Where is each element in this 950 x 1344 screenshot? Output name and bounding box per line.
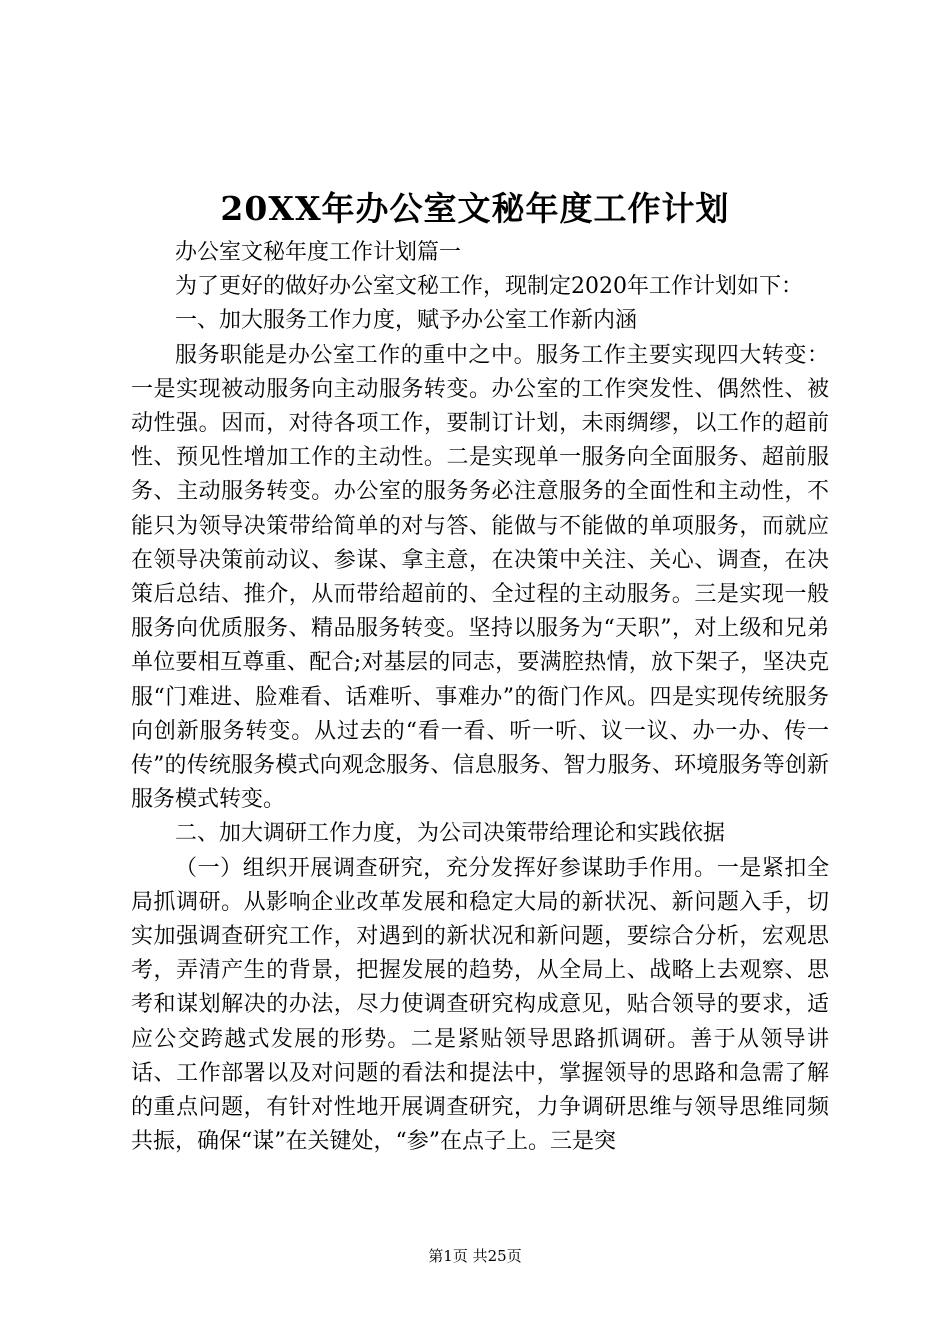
paragraph-heading-one: 一、加大服务工作力度，赋予办公室工作新内涵: [175, 308, 638, 334]
paragraph-research: （一）组织开展调查研究，充分发挥好参谋助手作用。一是紧扣全局抓调研。从影响企业改革发展和稳定大局的新状况、新问题入手，切实加强调查研究工作，对遇到的新状况和新问题，要综合分析，宏观思考，弄清产生的背景，把握发展的趋势，从全局上、战略上去观察、思考和谋划解决的办法，尽力使调查研究构成意见，贴合领导的要求，适应公交跨越式发展的形势。二是紧贴领导思路抓调研。善于从领导讲话、工作部署以及对问题的看法和提法中，掌握领导的思路和急需了解的重点问题，有针对性地开展调查研究，力争调研思维与领导思维同频共振，确保“谋”在关键处，“参”在点子上。三是突: [131, 855, 829, 1155]
paragraph-section-heading: 办公室文秘年度工作计划篇一: [175, 240, 462, 265]
paragraph-heading-two: 二、加大调研工作力度，为公司决策带给理论和实践依据: [175, 821, 726, 847]
paragraph-service-functions: 服务职能是办公室工作的重中之中。服务工作主要实现四大转变：一是实现被动服务向主动服务转变。办公室的工作突发性、偶然性、被动性强。因而，对待各项工作，要制订计划，未雨绸缪，以工作的超前性、预见性增加工作的主动性。二是实现单一服务向全面服务、超前服务、主动服务转变。办公室的服务务必注意服务的全面性和主动性，不能只为领导决策带给简单的对与答、能做与不能做的单项服务，而就应在领导决策前动议、参谋、拿主意，在决策中关注、关心、调查，在决策后总结、推介，从而带给超前的、全过程的主动服务。三是实现一般服务向优质服务、精品服务转变。坚持以服务为“天职”，对上级和兄弟单位要相互尊重、配合;对基层的同志，要满腔热情，放下架子，坚决克服“门难进、脸难看、话难听、事难办”的衙门作风。四是实现传统服务向创新服务转变。从过去的“看一看、听一听、议一议、办一办、传一传”的传统服务模式向观念服务、信息服务、智力服务、环境服务等创新服务模式转变。: [131, 342, 829, 813]
page-number-footer: 第1页 共25页: [428, 1247, 522, 1265]
document-title: 20XX年办公室文秘年度工作计划: [220, 189, 730, 228]
document-body: [131, 236, 829, 1159]
paragraph-intro: 为了更好的做好办公室文秘工作，现制定2020年工作计划如下：: [175, 274, 803, 300]
